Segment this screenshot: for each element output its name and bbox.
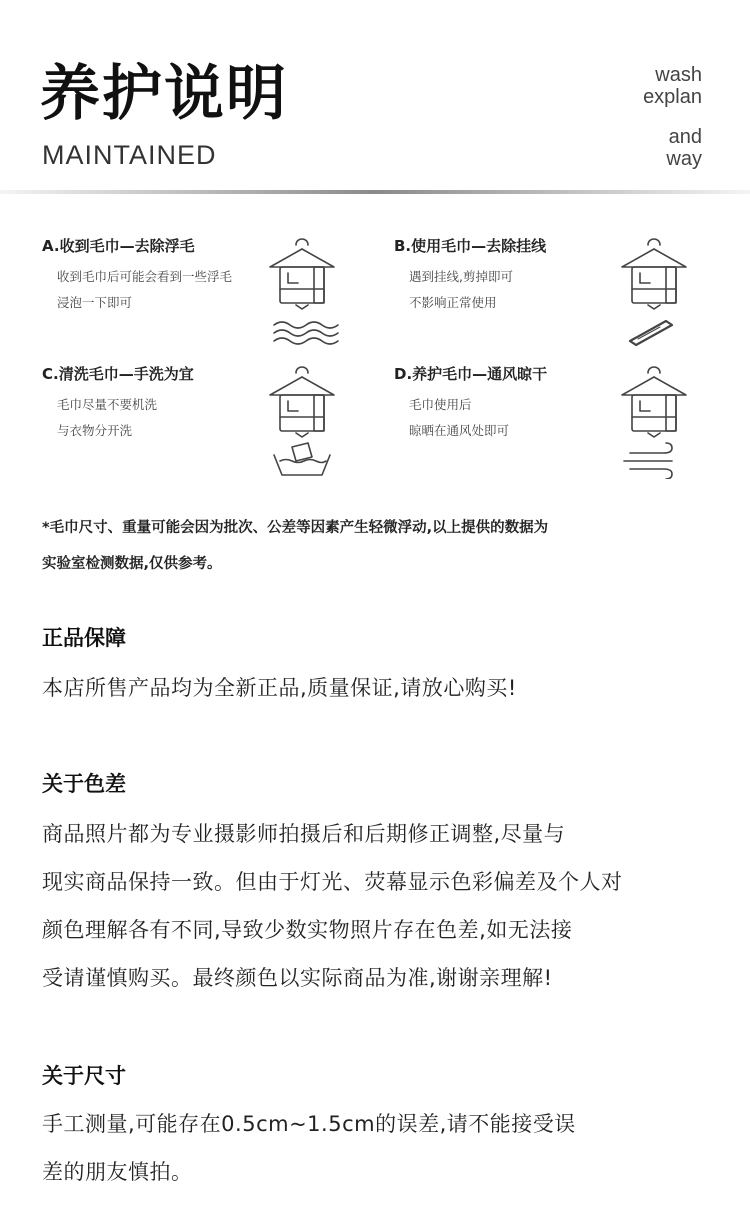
care-desc: 与衣物分开洗 <box>57 423 133 438</box>
header-divider <box>0 190 750 194</box>
care-desc: 不影响正常使用 <box>409 295 497 310</box>
side-caption-top <box>643 64 702 108</box>
disclaimer-line: *毛巾尺寸、重量可能会因为批次、公差等因素产生轻微浮动,以上提供的数据为 <box>42 520 549 536</box>
care-grid <box>0 225 750 485</box>
care-title: D.养护毛巾—通风晾干 <box>394 365 548 383</box>
side-caption-line: and <box>668 126 702 148</box>
care-item-d <box>394 353 750 483</box>
section-body: 颜色理解各有不同,导致少数实物照片存在色差,如无法接 <box>42 918 573 942</box>
section-body: 手工测量,可能存在0.5cm~1.5cm的误差,请不能接受误 <box>42 1112 576 1136</box>
side-caption-bottom <box>666 126 702 170</box>
care-desc: 浸泡一下即可 <box>57 295 133 310</box>
hanger-towel-water-icon <box>262 229 342 351</box>
care-item-a <box>42 225 402 355</box>
section-body: 本店所售产品均为全新正品,质量保证,请放心购买! <box>42 676 517 700</box>
page-subtitle: MAINTAINED <box>42 140 217 170</box>
section-body: 商品照片都为专业摄影师拍摄后和后期修正调整,尽量与 <box>42 822 566 846</box>
side-caption-line: explan <box>643 86 702 108</box>
side-caption-line: way <box>666 148 702 170</box>
care-title: C.清洗毛巾—手洗为宜 <box>42 365 194 383</box>
section-title-size: 关于尺寸 <box>42 1064 126 1088</box>
section-body: 现实商品保持一致。但由于灯光、荧幕显示色彩偏差及个人对 <box>42 870 623 894</box>
section-title-genuine: 正品保障 <box>42 626 126 650</box>
care-item-c <box>42 353 402 483</box>
care-desc: 毛巾尽量不要机洗 <box>57 397 158 412</box>
care-desc: 毛巾使用后 <box>409 397 472 412</box>
disclaimer-line: 实验室检测数据,仅供参考。 <box>42 556 222 572</box>
page-title: 养护说明 <box>40 59 288 129</box>
care-desc: 晾晒在通风处即可 <box>409 423 510 438</box>
hanger-towel-scissors-icon <box>614 229 694 351</box>
care-item-b <box>394 225 750 355</box>
hanger-towel-wind-icon <box>614 357 694 479</box>
side-caption-line: wash <box>655 64 702 86</box>
header <box>0 0 750 195</box>
section-title-color: 关于色差 <box>42 772 126 796</box>
care-desc: 收到毛巾后可能会看到一些浮毛 <box>57 269 233 284</box>
care-title: A.收到毛巾—去除浮毛 <box>42 237 195 255</box>
care-desc: 遇到挂线,剪掉即可 <box>409 269 513 284</box>
section-body: 差的朋友慎拍。 <box>42 1160 193 1184</box>
section-body: 受请谨慎购买。最终颜色以实际商品为准,谢谢亲理解! <box>42 966 553 990</box>
care-title: B.使用毛巾—去除挂线 <box>394 237 547 255</box>
hanger-towel-handwash-icon <box>262 357 342 479</box>
